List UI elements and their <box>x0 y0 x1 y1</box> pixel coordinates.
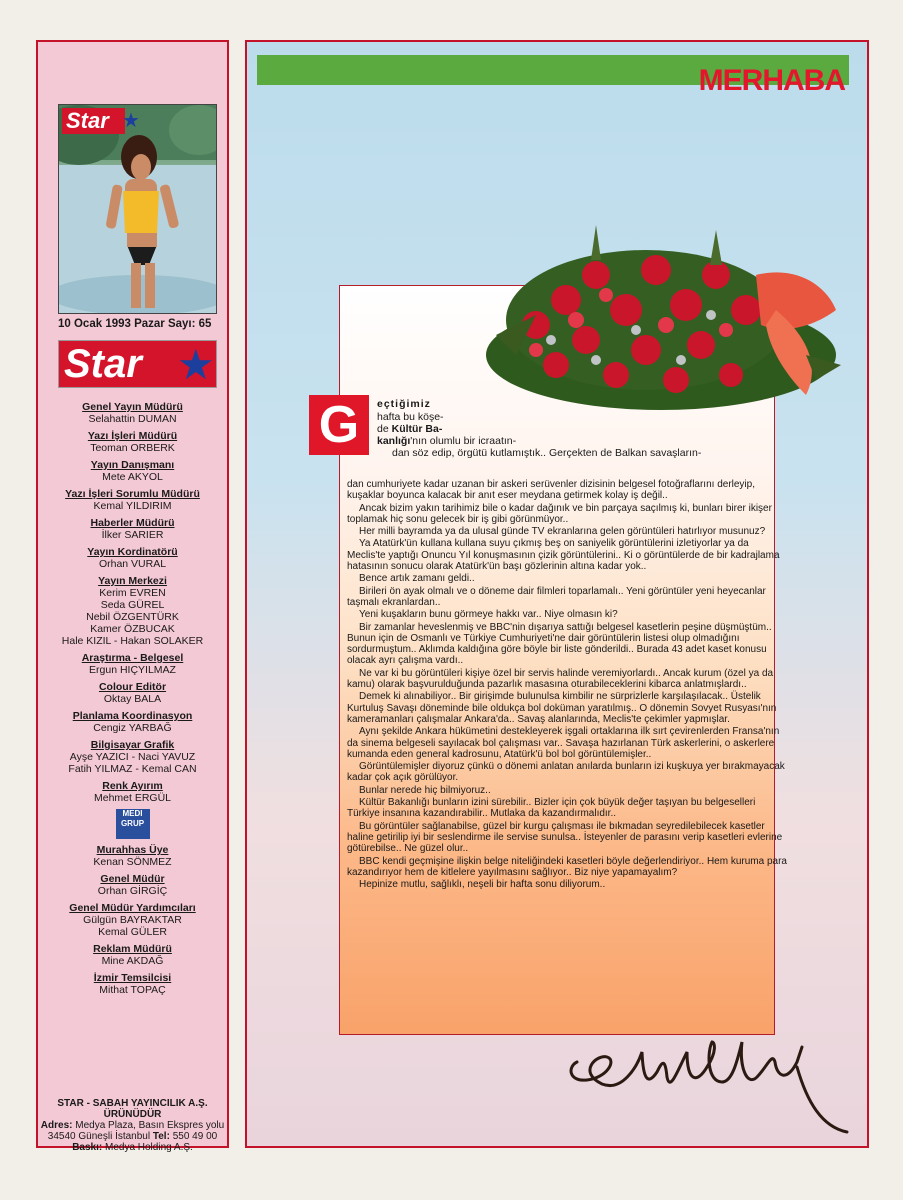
article-paragraph: Hepinize mutlu, sağlıklı, neşeli bir hafta sonu diliyorum.. <box>359 879 606 891</box>
staff-name: Kerim EVREN <box>99 587 166 599</box>
staff-name: Oktay BALA <box>103 693 162 705</box>
staff-role: Genel Yayın Müdürü <box>82 401 183 413</box>
staff-role: Yayın Kordinatörü <box>87 546 178 558</box>
issue-date: 10 Ocak 1993 Pazar Sayı: 65 <box>58 318 212 330</box>
staff-name: Kemal GÜLER <box>98 926 167 938</box>
address-line-2: 34540 Güneşli İstanbul <box>47 1131 151 1142</box>
section-title: MERHABA <box>698 64 845 97</box>
masthead-logo-text: Star <box>64 342 142 386</box>
print-label: Baskı: <box>72 1142 103 1153</box>
article-paragraph: Kültür Bakanlığı bunların izini sürebilir.. Bizler için çok büyük değer taşıyan bu belgeselleri Türkiye insanına kazandırabilir.. Mutlaka da kazandırmalıdır.. <box>347 797 756 820</box>
print-value: Medya Holding A.Ş. <box>104 1142 193 1153</box>
star-icon: ★ <box>177 341 215 388</box>
cover-logo: Star <box>62 108 125 134</box>
tel-label: Tel: <box>152 1131 170 1142</box>
article-paragraph: Görüntülemişler diyoruz çünkü o dönemi anlatan anılarda bunların izi kuşkuya yer bırakmayacak kadar çok açık görülüyor. <box>347 761 785 784</box>
staff-role: İzmir Temsilcisi <box>93 972 172 984</box>
staff-role: Yayın Merkezi <box>98 575 167 587</box>
article-paragraph: Ya Atatürk'ün kullana kullana suyu çıkmış beş on saniyelik görüntülerini izletiyorlar ya da Meclis'te yaptığı Onuncu Yıl konuşmasının çizik görüntülerini.. Ki o görüntülerde de bir kadrajlama hatasının sonucu olarak Atatürk'ün başı gözlerinin altına kadar yok.. <box>347 538 780 573</box>
signature-mark <box>547 1022 867 1142</box>
tel-value: 550 49 00 <box>172 1131 218 1142</box>
staff-role: Renk Ayırım <box>102 780 163 792</box>
article-body <box>347 479 787 891</box>
staff-name: Ayşe YAZICI - Naci YAVUZ <box>69 751 196 763</box>
staff-name: Seda GÜREL <box>100 599 165 611</box>
staff-name: Fatih YILMAZ - Kemal CAN <box>68 763 197 775</box>
staff-role: Yazı İşleri Müdürü <box>87 430 178 442</box>
staff-role: Yayın Danışmanı <box>90 459 175 471</box>
staff-name: Ergun HIÇYILMAZ <box>89 664 176 676</box>
cover-photo <box>59 105 216 313</box>
staff-name: Mithat TOPAÇ <box>99 984 166 996</box>
intro-line-4b: 'nın olumlu bir icraatın- <box>410 435 517 447</box>
article-paragraph: Birileri ön ayak olmalı ve o döneme dair filmleri toparlamalı.. Yeni görüntüler yeni heyecanlar taşmalı ekranlardan.. <box>347 585 766 608</box>
staff-name: Mehmet ERGÜL <box>93 792 172 804</box>
staff-list <box>38 396 227 996</box>
staff-role: Genel Müdür Yardımcıları <box>69 902 196 914</box>
star-icon: ★ <box>122 110 140 132</box>
article-paragraph: Bu görüntüler sağlanabilse, güzel bir kurgu çalışması ile bıkmadan seyredilebilecek kasetler haline getirilip iyi bir seslendirme ile servise sunulsa.. İsteyenler de parasını verip kasetleri evlerine götürebilse.. Ne güzel olur.. <box>347 820 783 855</box>
staff-role: Bilgisayar Grafik <box>90 739 175 751</box>
medi-grup-logo <box>116 809 150 839</box>
article-paragraph: Bunlar nerede hiç bilmiyoruz.. <box>359 784 491 796</box>
staff-name: Kamer ÖZBUCAK <box>90 623 175 635</box>
publisher-line-1: STAR - SABAH YAYINCILIK A.Ş. <box>57 1098 208 1109</box>
staff-role: Planlama Koordinasyon <box>72 710 193 722</box>
staff-name: Mete AKYOL <box>102 471 163 483</box>
article-paragraph: Her milli bayramda ya da ulusal günde TV ekranlarına gelen görüntüleri hatırlıyor musunuz? <box>359 526 766 538</box>
publisher-line-2: ÜRÜNÜDÜR <box>103 1109 162 1120</box>
article-paragraph: Bence artık zamanı geldi.. <box>359 573 475 585</box>
staff-role: Yazı İşleri Sorumlu Müdürü <box>65 488 200 500</box>
editorial-panel <box>245 40 869 1148</box>
intro-line-5: dan söz edip, örgütü kutlamıştık.. Gerçekten de Balkan savaşların- <box>392 447 702 459</box>
staff-name: Nebil ÖZGENTÜRK <box>86 611 179 623</box>
staff-name: Cengiz YARBAĞ <box>93 722 172 734</box>
masthead-column <box>36 40 229 1153</box>
cover-thumbnail[interactable] <box>58 104 217 314</box>
staff-role: Araştırma - Belgesel <box>81 652 184 664</box>
staff-name: Mine AKDAĞ <box>101 955 164 967</box>
article-paragraph: BBC kendi geçmişine ilişkin belge niteliğindeki kasetleri böyle değerlendiriyor.. Hem kuruma para kazandırıyor hem de kitlelere yayılmasını sağlıyor.. Biz niye yapamayalım? <box>347 855 787 878</box>
staff-role: Murahhas Üye <box>96 844 169 856</box>
intro-line-4a: kanlığı <box>377 435 411 447</box>
address-label: Adres: <box>40 1120 73 1131</box>
intro-line-3a: de <box>377 423 392 435</box>
staff-role: Haberler Müdürü <box>90 517 175 529</box>
article-paragraph: Ne var ki bu görüntüleri kişiye özel bir servis halinde veremiyorlardı.. Ancak kurum (özel ya da kamu) olarak başvurulduğunda pazarlık masasına oturabileceklerini kibarca anlatmışlardı.. <box>347 667 774 691</box>
article-paragraph: Yeni kuşakların bunu görmeye hakkı var.. Niye olmasın ki? <box>359 609 618 621</box>
article-paragraph: Ancak bizim yakın tarihimiz bile o kadar dağınık ve bin parçaya saçılmış ki, bunları birer ikişer toplamak hiç sonu gelecek bir iş gibi görünmüyor.. <box>347 502 772 525</box>
staff-role: Reklam Müdürü <box>93 943 172 955</box>
article-paragraph: Bir zamanlar heveslenmiş ve BBC'nin dışarıya sattığı belgesel kasetlerin peşine düşmüştüm.. Bunun için de Osmanlı ve Türkiye Cumhuriyeti'ne dair görüntülerin listesi olup olmadığını sordurmuştum.. Aklımda kaldığına göre böyle bir liste gönderildi.. Burada 43 adet kaset konusu olacak ayrı çalışma vardı.. <box>347 621 772 667</box>
flower-arrangement-image <box>476 215 846 425</box>
address-line-1: Medya Plaza, Basın Ekspres yolu <box>75 1120 225 1131</box>
publisher-info <box>38 1098 227 1153</box>
staff-name: İlker SARIER <box>101 529 164 541</box>
article-paragraph: Aynı şekilde Ankara hükümetini destekleyerek işgali ortaklarına ilk sırt çevirenlerden Fransa'nın da sinema belgeseli sayılacak bol çalışması var.. Savaşa hazırlanan Türk askerlerini, o askerlere kumanda eden general kadrosunu, Atatürk'ü bol bol görüntülemişler.. <box>347 726 780 760</box>
intro-line-1: eçtiğimiz <box>377 398 431 410</box>
staff-name: Kemal YILDIRIM <box>93 500 172 512</box>
intro-line-3b: Kültür Ba- <box>391 423 443 435</box>
staff-name: Kenan SÖNMEZ <box>93 856 172 868</box>
staff-role: Colour Editör <box>98 681 167 693</box>
staff-name: Hale KIZIL - Hakan SOLAKER <box>61 635 204 647</box>
drop-cap: G <box>309 395 369 455</box>
staff-name: Teoman ORBERK <box>90 442 175 454</box>
article-paragraph: Demek ki alınabiliyor.. Bir girişimde bulunulsa kimbilir ne sürprizlerle karşılaşılacak.. Üstelik Kurtuluş Savaşı döneminde bile oldukça bol doküman yaratılmış.. O dönemin Sovyet Rusyası'nın kameramanları çalışmalar Ankara'da.. Savaş alanlarında, Meclis'te çekimler yapmışlar. <box>347 691 777 725</box>
intro-line-2: hafta bu köşe- <box>377 411 444 423</box>
staff-name: Selahattin DUMAN <box>88 413 177 425</box>
staff-name: Orhan VURAL <box>98 558 167 570</box>
staff-name: Gülgün BAYRAKTAR <box>83 914 182 926</box>
medi-logo-text: MEDI GRUP <box>120 809 145 828</box>
star-masthead-logo <box>58 340 217 388</box>
staff-name: Orhan GİRGİÇ <box>97 885 168 897</box>
staff-role: Genel Müdür <box>100 873 165 885</box>
article-paragraph: dan cumhuriyete kadar uzanan bir askeri serüvenler dizisinin belgesel fotoğraflarını derleyip, kuşaklar boyunca kalacak bir anıt eser meydana getirmek kolay iş değil.. <box>347 479 755 502</box>
